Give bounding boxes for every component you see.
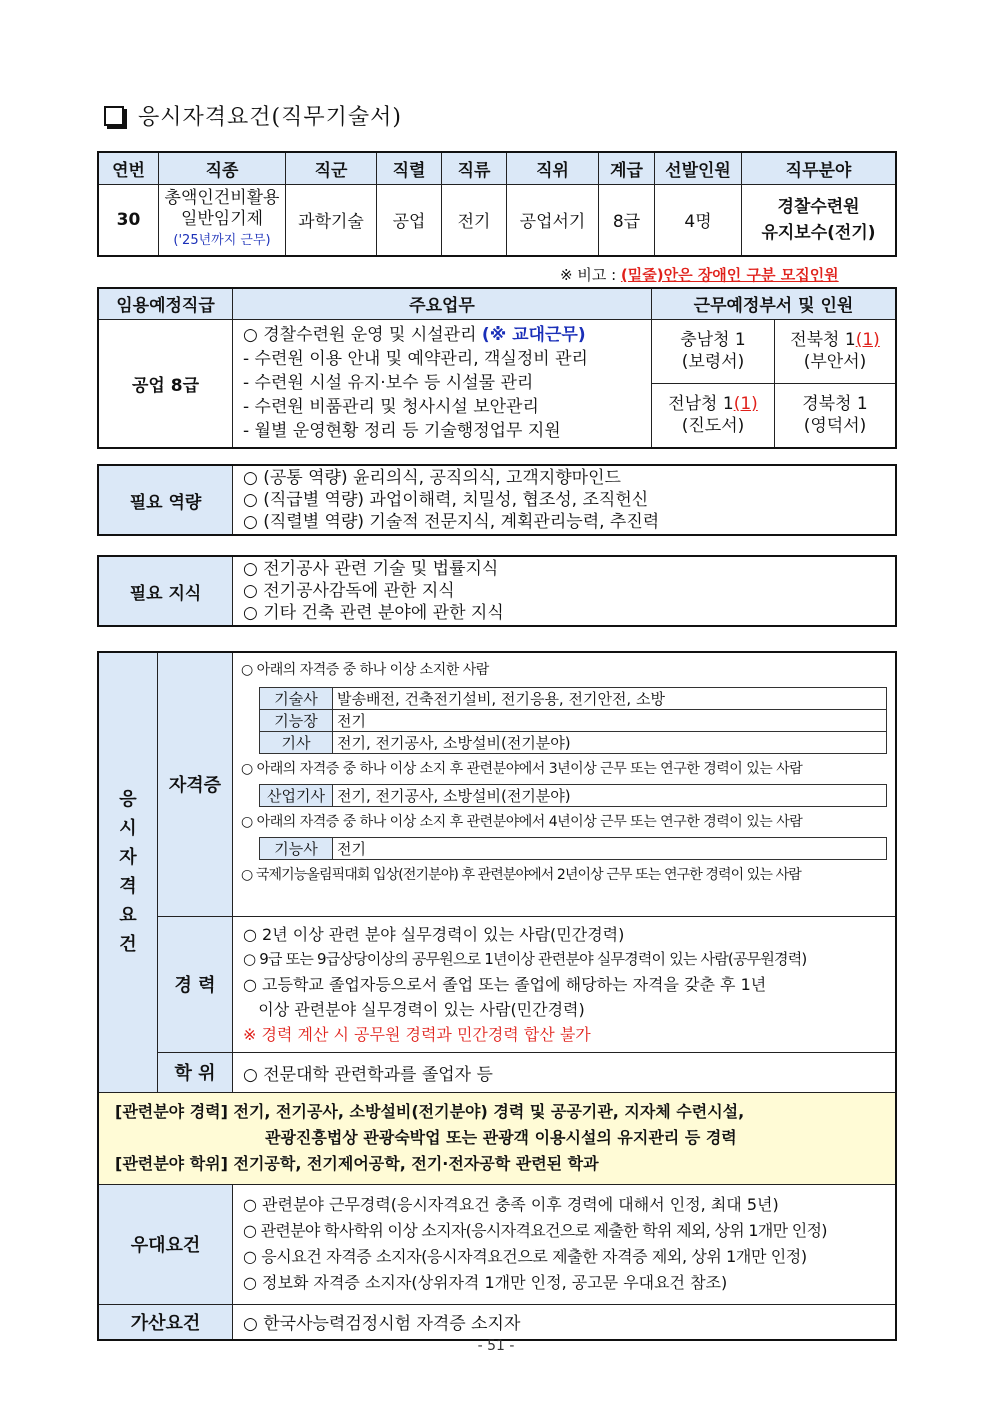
bonus-label: 가산요건: [98, 1304, 233, 1340]
dept-name-text: 전북청 1: [790, 330, 856, 350]
duty-line: [243, 323, 651, 347]
dept-name: [775, 393, 895, 415]
duty-line: - 수련원 비품관리 및 청사시설 보안관리: [243, 397, 539, 417]
note-highlight: (밑줄)안은 장애인 구분 모집인원: [620, 266, 839, 284]
header-cell: 직류: [442, 152, 507, 184]
cert-value: 전기: [333, 838, 887, 860]
dept-cell: [775, 383, 897, 448]
side-char: 요: [119, 905, 137, 927]
cert-kind: 기능장: [260, 710, 333, 732]
duty-text: ○ 경찰수련원 운영 및 시설관리: [243, 325, 482, 345]
knowledge-items: [233, 556, 897, 626]
knowledge-label: 필요 지식: [98, 556, 233, 626]
career-item: 이상 관련분야 실무경력이 있는 사람(민간경력): [243, 999, 585, 1019]
cert-intro: ○ 아래의 자격증 중 하나 이상 소지 후 관련분야에서 4년이상 근무 또는 연구한 경력이 있는 사람: [241, 814, 803, 830]
grade-cell: 8급: [599, 184, 655, 256]
count-cell: 4명: [655, 184, 742, 256]
cert-value: 전기, 전기공사, 소방설비(전기분야): [333, 785, 887, 807]
page-title: [104, 100, 402, 131]
cert-value: 전기, 전기공사, 소방설비(전기분야): [333, 732, 887, 754]
field-line: 경찰수련원: [777, 196, 860, 217]
preference-item: ○ 관련분야 근무경력(응시자격요건 충족 이후 경력에 대해서 인정, 최대 5년): [243, 1195, 779, 1214]
related-field: [98, 1092, 896, 1184]
preference-item: ○ 응시요건 자격증 소지자(응시자격요건으로 제출한 자격증 제외, 상위 1개만 인정): [243, 1247, 807, 1266]
dept-office: (영덕서): [803, 416, 867, 436]
header-cell: 연번: [98, 152, 159, 184]
qualification-table: [97, 651, 897, 1341]
dept-cell: [652, 383, 775, 448]
job-type-note: ('25년까지 근무): [173, 233, 271, 249]
checkbox-icon: [104, 106, 124, 126]
duties-cell: [233, 319, 652, 448]
page-number: - 51 -: [477, 1338, 515, 1354]
dept-office: (진도서): [681, 416, 745, 436]
career-item: ○ 2년 이상 관련 분야 실무경력이 있는 사람(민간경력): [243, 924, 625, 944]
cert-content: [233, 652, 897, 916]
position-table: [97, 151, 897, 257]
job-type-line: 총액인건비활용: [164, 188, 280, 209]
cert-value: 전기: [333, 710, 887, 732]
series-cell: 공업: [377, 184, 442, 256]
duty-line: - 월별 운영현황 정리 등 기술행정업무 지원: [243, 421, 561, 441]
dept-name-text: 경북청 1: [802, 394, 868, 414]
job-type-cell: [159, 184, 286, 256]
degree-label: 학 위: [158, 1052, 233, 1092]
field-line: 유지보수(전기): [761, 222, 876, 243]
cert-intro: ○ 국제기능올림픽대회 입상(전기분야) 후 관련분야에서 2년이상 근무 또는 연구한 경력이 있는 사람: [241, 867, 801, 883]
dept-name: [652, 393, 774, 415]
dept-disabled-count: (1): [733, 394, 758, 414]
cert-intro: ○ 아래의 자격증 중 하나 이상 소지 후 관련분야에서 3년이상 근무 또는 연구한 경력이 있는 사람: [241, 761, 803, 777]
header-cell: 근무예정부서 및 인원: [652, 288, 897, 319]
header-cell: 직위: [507, 152, 599, 184]
preference-label: 우대요건: [98, 1184, 233, 1304]
competency-item: ○ (공통 역량) 윤리의식, 공직의식, 고객지향마인드: [243, 468, 621, 488]
cert-group-2: [259, 784, 887, 807]
header-cell: 직무분야: [742, 152, 897, 184]
note-prefix: ※ 비고 :: [560, 266, 621, 284]
cert-kind: 기사: [260, 732, 333, 754]
career-item: ○ 9급 또는 9급상당이상의 공무원으로 1년이상 관련분야 실무경력이 있는 사람(공무원경력): [243, 949, 807, 968]
side-char: 건: [119, 934, 137, 956]
degree-content: ○ 전문대학 관련학과를 졸업자 등: [233, 1052, 897, 1092]
career-warning: ※ 경력 계산 시 공무원 경력과 민간경력 합산 불가: [243, 1024, 591, 1044]
cert-value: 발송배전, 건축전기설비, 전기응용, 전기안전, 소방: [333, 688, 887, 710]
row-number: 30: [98, 184, 159, 256]
related-line: [관련분야 경력] 전기, 전기공사, 소방설비(전기분야) 경력 및 공공기관, 지자체 수련시설,: [115, 1102, 745, 1121]
side-char: 자: [119, 847, 137, 869]
duty-table: [97, 287, 897, 449]
header-cell: 주요업무: [233, 288, 652, 319]
cert-kind: 산업기사: [260, 785, 333, 807]
dept-cell: [775, 319, 897, 383]
job-type-line: 일반임기제: [180, 209, 264, 230]
preference-content: [233, 1184, 897, 1304]
cert-label: 자격증: [158, 652, 233, 916]
related-line: 관광진흥법상 관광숙박업 또는 관광객 이용시설의 유지관리 등 경력: [265, 1128, 737, 1147]
career-label: 경 력: [158, 916, 233, 1052]
competency-item: ○ (직렬별 역량) 기술적 전문지식, 계획관리능력, 추진력: [243, 512, 660, 532]
preference-item: ○ 정보화 자격증 소지자(상위자격 1개만 인정, 공고문 우대요건 참조): [243, 1273, 728, 1292]
cert-kind: 기능사: [260, 838, 333, 860]
side-char: 격: [119, 876, 137, 898]
group-cell: 과학기술: [286, 184, 377, 256]
duty-line: - 수련원 이용 안내 및 예약관리, 객실정비 관리: [243, 349, 588, 369]
header-cell: 직렬: [377, 152, 442, 184]
dept-name: [652, 329, 774, 351]
header-cell: 선발인원: [655, 152, 742, 184]
knowledge-item: ○ 기타 건축 관련 분야에 관한 지식: [243, 603, 504, 623]
cert-group-3: [259, 837, 887, 860]
competency-label: 필요 역량: [98, 465, 233, 535]
duty-line: - 수련원 시설 유지·보수 등 시설물 관리: [243, 373, 534, 393]
competency-table: [97, 464, 897, 536]
class-cell: 전기: [442, 184, 507, 256]
dept-cell: [652, 319, 775, 383]
cert-intro: ○ 아래의 자격증 중 하나 이상 소지한 사람: [241, 662, 489, 678]
header-cell: 임용예정직급: [98, 288, 233, 319]
header-cell: 직종: [159, 152, 286, 184]
knowledge-table: [97, 555, 897, 627]
qualification-side-label: [98, 652, 158, 1092]
preference-item: ○ 관련분야 학사학위 이상 소지자(응시자격요건으로 제출한 학위 제외, 상위 1개만 인정): [243, 1221, 827, 1240]
position-cell: 공업서기: [507, 184, 599, 256]
competency-items: [233, 465, 897, 535]
dept-office: (보령서): [681, 352, 745, 372]
title-text: 응시자격요건(직무기술서): [138, 105, 402, 130]
dept-disabled-count: (1): [855, 330, 880, 350]
field-cell: [742, 184, 897, 256]
career-item: ○ 고등학교 졸업자등으로서 졸업 또는 졸업에 해당하는 자격을 갖춘 후 1년: [243, 974, 767, 994]
note: [560, 264, 839, 285]
bonus-content: ○ 한국사능력검정시험 자격증 소지자: [233, 1304, 897, 1340]
dept-name: [775, 329, 895, 351]
cert-group-1: [259, 687, 887, 754]
dept-name-text: 충남청 1: [680, 330, 746, 350]
header-cell: 직군: [286, 152, 377, 184]
header-cell: 계급: [599, 152, 655, 184]
knowledge-item: ○ 전기공사 관련 기술 및 법률지식: [243, 559, 499, 579]
career-content: [233, 916, 897, 1052]
dept-name-text: 전남청 1: [668, 394, 734, 414]
related-line: [관련분야 학위] 전기공학, 전기제어공학, 전기·전자공학 관련된 학과: [115, 1154, 599, 1173]
side-char: 응: [119, 789, 137, 811]
duty-shift-note: (※ 교대근무): [481, 325, 586, 345]
cert-kind: 기술사: [260, 688, 333, 710]
appointment-grade: 공업 8급: [98, 319, 233, 448]
knowledge-item: ○ 전기공사감독에 관한 지식: [243, 581, 455, 601]
dept-office: (부안서): [803, 352, 867, 372]
competency-item: ○ (직급별 역량) 과업이해력, 치밀성, 협조성, 조직헌신: [243, 490, 649, 510]
side-char: 시: [119, 818, 137, 840]
